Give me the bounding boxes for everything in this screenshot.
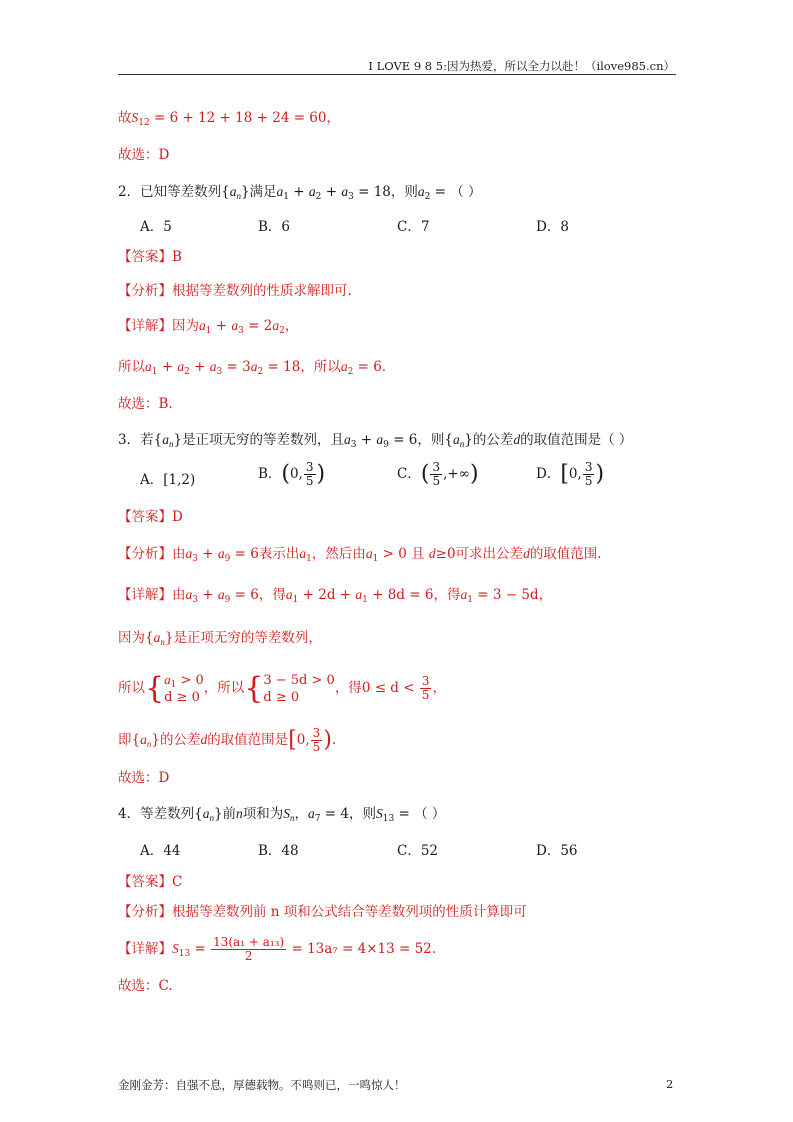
q2-detail: 【详解】因为$a_1 + a_3 = 2a_2$，	[118, 318, 299, 336]
q2-option-a: A．5	[140, 219, 172, 235]
q3-because: 因为$\{a_n\}$是正项无穷的等差数列，	[118, 630, 322, 647]
q3-answer: 【答案】D	[118, 509, 183, 525]
q2-option-c: C．7	[397, 219, 430, 235]
q2-option-d: D．8	[536, 219, 569, 235]
q3-analysis: 【分析】由$a_3 + a_9 = 6$表示出$a_1$，然后由$a_1 > 0$ 且 d≥0可求出公差d的取值范围.	[118, 546, 602, 564]
q3-option-d: D．[0, $\frac{3}{5}$ )	[536, 460, 605, 488]
q2-option-b: B．6	[258, 219, 291, 235]
q3-system-line: 所以{ $a_1 > 0$ d ≥ 0 ，所以{ 3 − 5d > 0 d ≥ 0 ，得0 ≤ d < $\frac{3}{5}$ ，	[118, 670, 446, 706]
q4-answer: 【答案】C	[118, 874, 183, 890]
q2-analysis: 【分析】根据等差数列的性质求解即可.	[118, 283, 352, 299]
q4-analysis: 【分析】根据等差数列前 n 项和公式结合等差数列项的性质计算即可	[118, 904, 527, 920]
q3-stem: 3．若$\{a_n\}$是正项无穷的等差数列，且$a_3 + a_9 = 6$，则$\{a_n\}$的公差d的取值范围是（ ）	[118, 432, 633, 450]
q3-choose: 故选：D	[118, 770, 170, 786]
q2-choose: 故选：B.	[118, 396, 173, 412]
q4-option-a: A．44	[140, 843, 181, 859]
header-rule	[118, 74, 676, 75]
prev-choose: 故选：D	[118, 147, 170, 163]
q3-option-a: A．[1,2)	[140, 472, 196, 488]
page-header: I LOVE 9 8 5:因为热爱，所以全力以赴！（ilove985.cn）	[368, 59, 675, 73]
q2-so-line: 所以$a_1 + a_2 + a_3 = 3a_2 = 18$，所以$a_2 = 6$.	[118, 359, 387, 377]
q4-option-b: B．48	[258, 843, 299, 859]
q3-option-b: B．(0, $\frac{3}{5}$ )	[258, 460, 326, 488]
q4-option-c: C．52	[397, 843, 439, 859]
q4-option-d: D．56	[536, 843, 578, 859]
q2-answer: 【答案】B	[118, 249, 182, 265]
q3-hence: 即$\{a_n\}$的公差d的取值范围是[0, $\frac{3}{5}$ ).	[118, 726, 337, 754]
prev-sum-line: 故$S_{12} = 6 + 12 + 18 + 24 = 60$，	[118, 110, 340, 128]
footer-motto: 金刚金芳：自强不息，厚德载物。不鸣则已，一鸣惊人！	[118, 1078, 406, 1092]
q2-stem: 2．已知等差数列$\{a_n\}$满足$a_1 + a_2 + a_3 = 18$，则$a_2$ = （ ）	[118, 184, 482, 202]
q4-detail: 【详解】$S_{13}$ = $\frac{\text{13(a₁ + a₁₃)}}{2}$ = 13a₇ = 4×13 = 52.	[118, 935, 437, 963]
q4-choose: 故选：C.	[118, 978, 173, 994]
page-number: 2	[666, 1077, 674, 1091]
q4-stem: 4．等差数列$\{a_n\}$前n项和为$S_n$，$a_7 = 4$，则$S_{13}$ = （ ）	[118, 806, 446, 824]
q3-option-c: C．( $\frac{3}{5}$ ,+∞)	[397, 460, 479, 488]
q3-detail: 【详解】由$a_3 + a_9 = 6$，得$a_1 + 2d + a_1 + 8d = 6$，得$a_1 = 3 - 5d$，	[118, 587, 553, 605]
